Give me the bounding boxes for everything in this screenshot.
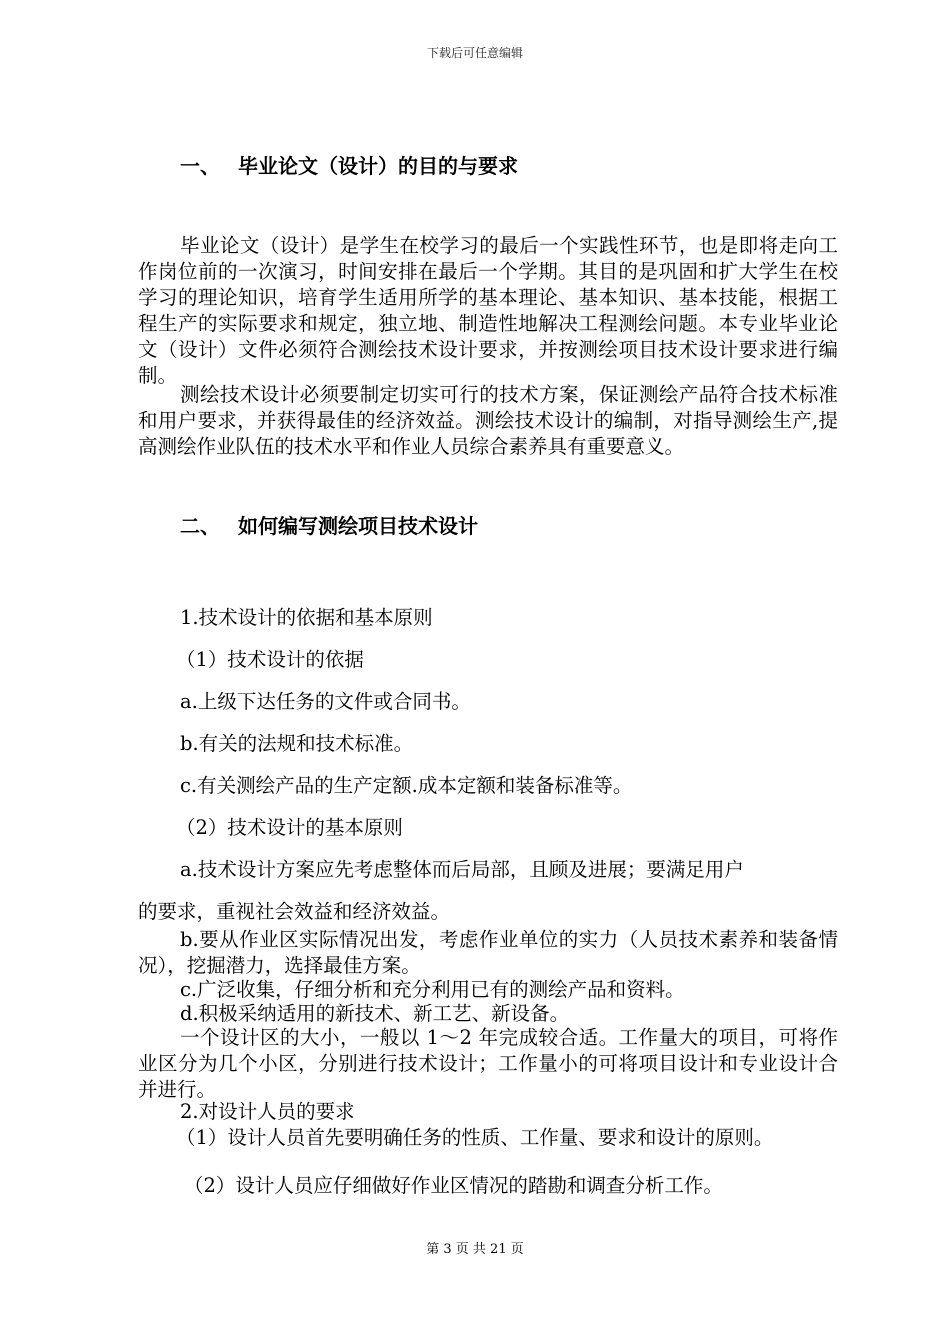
list-item: b.有关的法规和技术标准。	[180, 732, 414, 755]
list-item: （1）设计人员首先要明确任务的性质、工作量、要求和设计的原则。	[176, 1126, 774, 1149]
list-item: 的要求，重视社会效益和经济效益。	[138, 900, 451, 923]
list-item: b.要从作业区实际情况出发，考虑作业单位的实力（人员技术素养和装备情况），挖掘潜力，选择最佳方案。	[138, 928, 838, 977]
list-item: 1.技术设计的依据和基本原则	[180, 606, 433, 629]
section1-number: 一、	[180, 154, 220, 178]
page-header: 下载后可任意编辑	[426, 46, 523, 60]
list-item: a.上级下达任务的文件或合同书。	[180, 690, 471, 713]
section2-heading	[180, 510, 478, 539]
section2-number: 二、	[180, 514, 220, 538]
list-item: c.有关测绘产品的生产定额.成本定额和装备标准等。	[180, 774, 633, 797]
list-item: 2.对设计人员的要求	[180, 1100, 355, 1123]
section1-heading	[180, 150, 518, 179]
list-item: 一个设计区的大小，一般以 1～2 年完成较合适。工作量大的项目，可将作业区分为几个小区，分别进行技术设计；工作量小的可将项目设计和专业设计合并进行。	[138, 1026, 838, 1101]
section1-title: 毕业论文（设计）的目的与要求	[238, 154, 518, 178]
page-footer: 第 3 页 共 21 页	[426, 1242, 524, 1257]
list-item: （1）技术设计的依据	[176, 648, 364, 671]
list-item: c.广泛收集，仔细分析和充分利用已有的测绘产品和资料。	[180, 978, 685, 1001]
list-item: a.技术设计方案应先考虑整体而后局部，且顾及进展；要满足用户	[180, 858, 744, 881]
list-item: （2）设计人员应仔细做好作业区情况的踏勘和调查分析工作。	[184, 1174, 723, 1197]
section2-title: 如何编写测绘项目技术设计	[238, 514, 478, 538]
section1-paragraph-2: 测绘技术设计必须要制定切实可行的技术方案，保证测绘产品符合技术标准和用户要求，并获得最佳的经济效益。测绘技术设计的编制，对指导测绘生产,提高测绘作业队伍的技术水平和作业人员综合素养具有重要意义。	[138, 383, 838, 458]
list-item: （2）技术设计的基本原则	[176, 816, 403, 839]
section1-paragraph-1: 毕业论文（设计）是学生在校学习的最后一个实践性环节，也是即将走向工作岗位前的一次演习，时间安排在最后一个学期。其目的是巩固和扩大学生在校学习的理论知识，培育学生适用所学的基本理论、基本知识、基本技能，根据工程生产的实际要求和规定，独立地、制造性地解决工程测绘问题。本专业毕业论文（设计）文件必须符合测绘技术设计要求，并按测绘项目技术设计要求进行编制。	[138, 234, 838, 387]
list-item: d.积极采纳适用的新技术、新工艺、新设备。	[180, 1002, 570, 1025]
